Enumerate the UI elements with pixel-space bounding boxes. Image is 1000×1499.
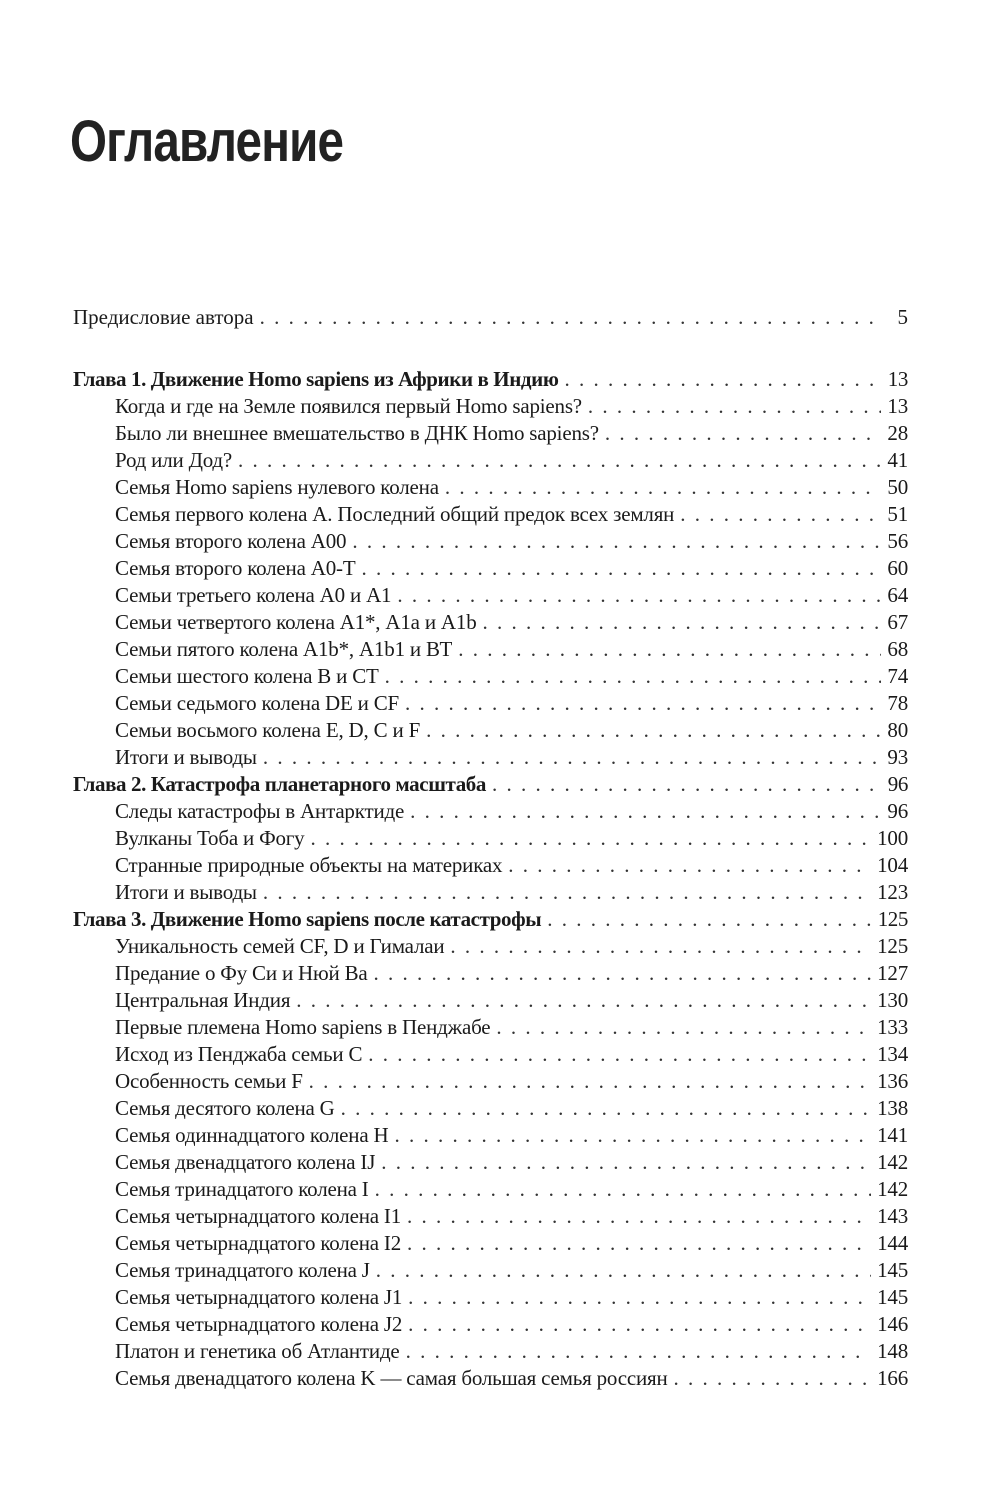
toc-section-label: Уникальность семей CF, D и Гималаи xyxy=(115,934,445,958)
toc-page-number: 28 xyxy=(887,421,908,445)
toc-section-label: Следы катастрофы в Антарктиде xyxy=(115,799,405,823)
toc-section-label: Семьи четвертого колена А1*, А1a и А1b xyxy=(115,610,477,634)
toc-section[interactable] xyxy=(73,474,908,501)
toc-section-label: Центральная Индия xyxy=(115,988,291,1012)
dot-leader xyxy=(445,474,882,501)
toc-page-number: 141 xyxy=(877,1123,908,1147)
dot-leader xyxy=(311,825,872,852)
toc-chapter-1[interactable] xyxy=(73,366,908,393)
toc-section[interactable] xyxy=(73,717,908,744)
dot-leader xyxy=(368,1041,871,1068)
toc-page-number: 133 xyxy=(877,1015,908,1039)
dot-leader xyxy=(394,1122,871,1149)
toc-section-label: Семьи седьмого колена DE и CF xyxy=(115,691,400,715)
toc-section[interactable] xyxy=(73,879,908,906)
toc-page-number: 142 xyxy=(877,1177,908,1201)
dot-leader xyxy=(381,1149,871,1176)
toc-page-number: 96 xyxy=(887,772,908,796)
dot-leader xyxy=(680,501,881,528)
toc-section-label: Семья четырнадцатого колена I2 xyxy=(115,1231,401,1255)
toc-section[interactable] xyxy=(73,987,908,1014)
toc-section-label: Семья тринадцатого колена J xyxy=(115,1258,370,1282)
toc-section[interactable] xyxy=(73,582,908,609)
toc-page-number: 56 xyxy=(887,529,908,553)
dot-leader xyxy=(374,960,872,987)
toc-section[interactable] xyxy=(73,852,908,879)
dot-leader xyxy=(496,1014,871,1041)
toc-section[interactable] xyxy=(73,501,908,528)
toc-section[interactable] xyxy=(73,555,908,582)
dot-leader xyxy=(385,663,882,690)
toc-section-label: Итоги и выводы xyxy=(115,745,257,769)
toc-section-label: Семья одиннадцатого колена Н xyxy=(115,1123,389,1147)
toc-section[interactable] xyxy=(73,393,908,420)
dot-leader xyxy=(408,1284,871,1311)
dot-leader xyxy=(492,771,882,798)
toc-section[interactable] xyxy=(73,825,908,852)
toc-chapter-label: Глава 1. Движение Homo sapiens из Африки в Индию xyxy=(73,367,559,391)
toc-section[interactable] xyxy=(73,528,908,555)
toc-section-label: Семья двенадцатого колена IJ xyxy=(115,1150,376,1174)
dot-leader xyxy=(296,987,871,1014)
dot-leader xyxy=(408,1311,871,1338)
toc-page-number: 60 xyxy=(887,556,908,580)
dot-leader xyxy=(375,1176,872,1203)
toc-page-number: 50 xyxy=(887,475,908,499)
dot-leader xyxy=(406,1338,872,1365)
toc-section-label: Странные природные объекты на материках xyxy=(115,853,503,877)
dot-leader xyxy=(483,609,882,636)
toc-section[interactable] xyxy=(73,1041,908,1068)
toc-section-label: Исход из Пенджаба семьи С xyxy=(115,1042,363,1066)
toc-section-label: Семья тринадцатого колена I xyxy=(115,1177,369,1201)
toc-page-number: 138 xyxy=(877,1096,908,1120)
dot-leader xyxy=(410,798,881,825)
toc-page-number: 123 xyxy=(877,880,908,904)
toc-page-number: 68 xyxy=(887,637,908,661)
dot-leader xyxy=(309,1068,871,1095)
toc-section-label: Платон и генетика об Атлантиде xyxy=(115,1339,400,1363)
toc-page-number: 93 xyxy=(887,745,908,769)
toc-page-number: 64 xyxy=(887,583,908,607)
toc-section-label: Семья второго колена А0-Т xyxy=(115,556,356,580)
toc-section[interactable] xyxy=(73,1095,908,1122)
toc-section-label: Семьи третьего колена А0 и А1 xyxy=(115,583,392,607)
dot-leader xyxy=(376,1257,871,1284)
toc-section[interactable] xyxy=(73,663,908,690)
toc-chapter-3[interactable] xyxy=(73,906,908,933)
dot-leader xyxy=(405,690,881,717)
toc-section[interactable] xyxy=(73,1014,908,1041)
toc-section-label: Итоги и выводы xyxy=(115,880,257,904)
toc-section[interactable] xyxy=(73,1230,908,1257)
toc-section-label: Семья четырнадцатого колена I1 xyxy=(115,1204,401,1228)
toc-chapter-2[interactable] xyxy=(73,771,908,798)
toc-section[interactable] xyxy=(73,1176,908,1203)
toc-section-label: Семья четырнадцатого колена J1 xyxy=(115,1285,403,1309)
toc-page-number: 80 xyxy=(887,718,908,742)
toc-page-number: 166 xyxy=(877,1366,908,1390)
dot-leader xyxy=(238,447,881,474)
toc-section[interactable] xyxy=(73,1365,908,1392)
toc-section[interactable] xyxy=(73,933,908,960)
toc-page-number: 41 xyxy=(887,448,908,472)
dot-leader xyxy=(588,393,881,420)
toc-section[interactable] xyxy=(73,690,908,717)
toc-page-number: 148 xyxy=(877,1339,908,1363)
dot-leader xyxy=(263,744,882,771)
toc-section-label: Когда и где на Земле появился первый Homo sapiens? xyxy=(115,394,582,418)
toc-entry-preface[interactable] xyxy=(73,304,908,331)
toc-chapter-label: Глава 2. Катастрофа планетарного масштаба xyxy=(73,772,486,796)
dot-leader xyxy=(458,636,881,663)
toc-section-label: Род или Дод? xyxy=(115,448,233,472)
toc-section-label: Предание о Фу Си и Нюй Ва xyxy=(115,961,368,985)
toc-section-label: Вулканы Тоба и Фогу xyxy=(115,826,305,850)
toc-section[interactable] xyxy=(73,1122,908,1149)
toc-section-label: Особенность семьи F xyxy=(115,1069,303,1093)
toc-section[interactable] xyxy=(73,1257,908,1284)
toc-section[interactable] xyxy=(73,636,908,663)
toc-entry-label: Предисловие автора xyxy=(73,305,254,329)
toc-section[interactable] xyxy=(73,1149,908,1176)
toc-page-number: 74 xyxy=(887,664,908,688)
toc-section-label: Семья второго колена А00 xyxy=(115,529,347,553)
dot-leader xyxy=(260,304,882,331)
toc-page-number: 144 xyxy=(877,1231,908,1255)
toc-page-number: 5 xyxy=(897,305,908,329)
toc-section-label: Семья первого колена А. Последний общий предок всех землян xyxy=(115,502,675,526)
toc-section[interactable] xyxy=(73,960,908,987)
dot-leader xyxy=(426,717,881,744)
dot-leader xyxy=(407,1203,871,1230)
toc-page-number: 104 xyxy=(877,853,908,877)
toc-page-number: 130 xyxy=(877,988,908,1012)
toc-page-number: 145 xyxy=(877,1258,908,1282)
toc-section-label: Семья Homo sapiens нулевого колена xyxy=(115,475,439,499)
dot-leader xyxy=(407,1230,871,1257)
toc-chapter-label: Глава 3. Движение Homo sapiens после катастрофы xyxy=(73,907,542,931)
toc-page-number: 96 xyxy=(887,799,908,823)
dot-leader xyxy=(352,528,881,555)
dot-leader xyxy=(508,852,871,879)
toc-section-label: Семьи пятого колена А1b*, А1b1 и ВТ xyxy=(115,637,453,661)
toc-section[interactable] xyxy=(73,798,908,825)
dot-leader xyxy=(361,555,881,582)
toc-section[interactable] xyxy=(73,420,908,447)
toc-page-number: 146 xyxy=(877,1312,908,1336)
dot-leader xyxy=(341,1095,871,1122)
toc-page-number: 145 xyxy=(877,1285,908,1309)
toc-section[interactable] xyxy=(73,447,908,474)
toc-page-number: 143 xyxy=(877,1204,908,1228)
toc-page-number: 100 xyxy=(877,826,908,850)
toc-page-number: 142 xyxy=(877,1150,908,1174)
toc-page-number: 125 xyxy=(877,934,908,958)
dot-leader xyxy=(450,933,871,960)
toc-page-number: 125 xyxy=(877,907,908,931)
toc-section[interactable] xyxy=(73,1203,908,1230)
dot-leader xyxy=(605,420,882,447)
toc-section[interactable] xyxy=(73,744,908,771)
dot-leader xyxy=(547,906,871,933)
table-of-contents xyxy=(73,304,908,1392)
dot-leader xyxy=(397,582,881,609)
toc-section-label: Семья двенадцатого колена K — самая большая семья россиян xyxy=(115,1366,668,1390)
toc-page-number: 136 xyxy=(877,1069,908,1093)
toc-page-number: 134 xyxy=(877,1042,908,1066)
toc-section[interactable] xyxy=(73,609,908,636)
toc-section-label: Семья четырнадцатого колена J2 xyxy=(115,1312,403,1336)
toc-page-number: 127 xyxy=(877,961,908,985)
dot-leader xyxy=(263,879,871,906)
toc-section-label: Было ли внешнее вмешательство в ДНК Homo sapiens? xyxy=(115,421,599,445)
dot-leader xyxy=(565,366,882,393)
toc-section-label: Семья десятого колена G xyxy=(115,1096,335,1120)
toc-section[interactable] xyxy=(73,1284,908,1311)
toc-section-label: Семьи шестого колена В и СТ xyxy=(115,664,379,688)
toc-section[interactable] xyxy=(73,1338,908,1365)
toc-page-number: 78 xyxy=(887,691,908,715)
toc-section[interactable] xyxy=(73,1311,908,1338)
toc-page-number: 51 xyxy=(887,502,908,526)
toc-page-number: 13 xyxy=(887,367,908,391)
toc-page-number: 67 xyxy=(887,610,908,634)
toc-section-label: Семьи восьмого колена Е, D, С и F xyxy=(115,718,421,742)
toc-section[interactable] xyxy=(73,1068,908,1095)
dot-leader xyxy=(674,1365,872,1392)
toc-section-label: Первые племена Homo sapiens в Пенджабе xyxy=(115,1015,491,1039)
page-title: Оглавление xyxy=(70,109,344,174)
toc-page-number: 13 xyxy=(887,394,908,418)
